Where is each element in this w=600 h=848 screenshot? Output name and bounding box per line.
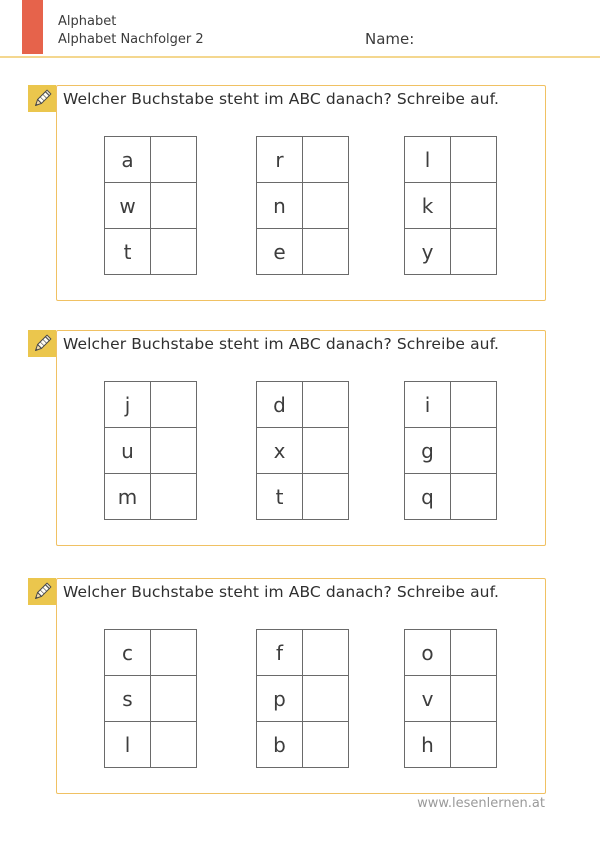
letter-cell: c	[105, 630, 151, 676]
answer-cell[interactable]	[303, 382, 349, 428]
letter-cell: n	[257, 183, 303, 229]
answer-cell[interactable]	[303, 474, 349, 520]
table-row	[257, 183, 349, 229]
answer-cell[interactable]	[303, 722, 349, 768]
letter-cell: u	[105, 428, 151, 474]
letter-cell: s	[105, 676, 151, 722]
table-row	[405, 382, 497, 428]
answer-cell[interactable]	[151, 630, 197, 676]
letter-table	[256, 629, 349, 768]
answer-cell[interactable]	[451, 229, 497, 275]
pencil-icon	[31, 88, 53, 110]
table-row	[257, 137, 349, 183]
answer-cell[interactable]	[451, 382, 497, 428]
letter-table	[256, 136, 349, 275]
letter-table	[104, 381, 197, 520]
table-row	[405, 630, 497, 676]
letter-cell: a	[105, 137, 151, 183]
answer-cell[interactable]	[451, 428, 497, 474]
answer-cell[interactable]	[151, 382, 197, 428]
table-row	[405, 676, 497, 722]
website-text: www.lesenlernen.at	[417, 796, 545, 811]
letter-cell: r	[257, 137, 303, 183]
answer-cell[interactable]	[451, 630, 497, 676]
category-label: Alphabet	[58, 14, 117, 29]
answer-cell[interactable]	[451, 676, 497, 722]
letter-cell: x	[257, 428, 303, 474]
task-section-3	[56, 578, 546, 794]
letter-cell: m	[105, 474, 151, 520]
worksheet-title: Alphabet Nachfolger 2	[58, 32, 204, 47]
table-row	[105, 183, 197, 229]
table-row	[257, 382, 349, 428]
table-row	[105, 137, 197, 183]
answer-cell[interactable]	[451, 137, 497, 183]
letter-cell: o	[405, 630, 451, 676]
table-row	[105, 229, 197, 275]
table-row	[405, 428, 497, 474]
answer-cell[interactable]	[151, 183, 197, 229]
letter-table	[256, 381, 349, 520]
letter-cell: f	[257, 630, 303, 676]
letter-cell: t	[105, 229, 151, 275]
table-row	[405, 183, 497, 229]
brand-color-tab	[22, 0, 43, 54]
pencil-badge	[28, 330, 56, 357]
answer-cell[interactable]	[151, 676, 197, 722]
letter-cell: d	[257, 382, 303, 428]
table-row	[257, 474, 349, 520]
answer-cell[interactable]	[303, 676, 349, 722]
table-row	[257, 428, 349, 474]
table-row	[405, 229, 497, 275]
table-row	[257, 722, 349, 768]
answer-cell[interactable]	[151, 137, 197, 183]
letter-cell: l	[105, 722, 151, 768]
task-instruction: Welcher Buchstabe steht im ABC danach? Schreibe auf.	[63, 90, 500, 108]
answer-cell[interactable]	[303, 137, 349, 183]
answer-cell[interactable]	[303, 229, 349, 275]
letter-cell: k	[405, 183, 451, 229]
answer-cell[interactable]	[151, 428, 197, 474]
table-row	[105, 474, 197, 520]
letter-cell: p	[257, 676, 303, 722]
answer-cell[interactable]	[451, 183, 497, 229]
table-row	[257, 630, 349, 676]
letter-cell: g	[405, 428, 451, 474]
answer-cell[interactable]	[303, 183, 349, 229]
table-row	[105, 676, 197, 722]
letter-cell: v	[405, 676, 451, 722]
table-row	[105, 382, 197, 428]
letter-cell: j	[105, 382, 151, 428]
letter-cell: l	[405, 137, 451, 183]
answer-cell[interactable]	[151, 229, 197, 275]
task-instruction: Welcher Buchstabe steht im ABC danach? Schreibe auf.	[63, 335, 500, 353]
pencil-icon	[31, 581, 53, 603]
letter-table	[104, 629, 197, 768]
letter-table	[404, 381, 497, 520]
name-label: Name:	[365, 30, 415, 48]
table-row	[105, 722, 197, 768]
table-row	[105, 428, 197, 474]
task-section-1	[56, 85, 546, 301]
pencil-badge	[28, 85, 56, 112]
letter-cell: h	[405, 722, 451, 768]
table-row	[105, 630, 197, 676]
letter-cell: b	[257, 722, 303, 768]
letter-cell: i	[405, 382, 451, 428]
pencil-icon	[31, 333, 53, 355]
letter-cell: y	[405, 229, 451, 275]
table-row	[405, 722, 497, 768]
answer-cell[interactable]	[451, 474, 497, 520]
header-titles	[58, 13, 204, 49]
letter-cell: t	[257, 474, 303, 520]
table-row	[257, 676, 349, 722]
task-instruction: Welcher Buchstabe steht im ABC danach? Schreibe auf.	[63, 583, 500, 601]
answer-cell[interactable]	[451, 722, 497, 768]
letter-table	[104, 136, 197, 275]
answer-cell[interactable]	[303, 630, 349, 676]
header-divider	[0, 56, 600, 58]
table-row	[405, 137, 497, 183]
letter-cell: e	[257, 229, 303, 275]
answer-cell[interactable]	[303, 428, 349, 474]
answer-cell[interactable]	[151, 474, 197, 520]
table-row	[257, 229, 349, 275]
letter-table	[404, 629, 497, 768]
pencil-badge	[28, 578, 56, 605]
answer-cell[interactable]	[151, 722, 197, 768]
table-row	[405, 474, 497, 520]
letter-cell: w	[105, 183, 151, 229]
letter-table	[404, 136, 497, 275]
task-section-2	[56, 330, 546, 546]
letter-cell: q	[405, 474, 451, 520]
